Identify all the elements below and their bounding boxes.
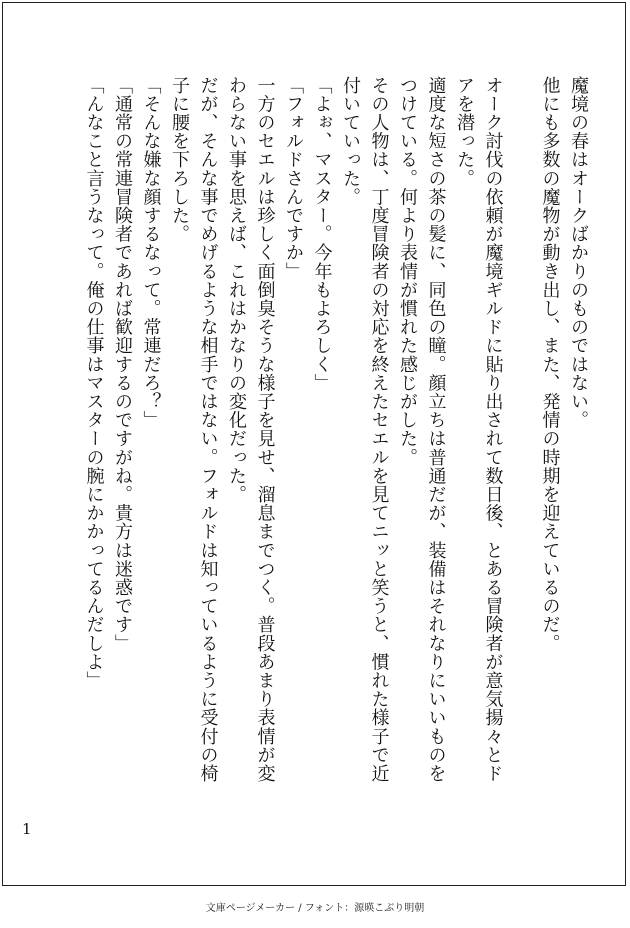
text-line-4: オーク討伐の依頼が魔境ギルドに貼り出されて数日後、とある冒険者が意気揚々とド [482, 76, 504, 783]
text-line-13: わらない事を思えば、これはかなりの変化だった。 [226, 76, 247, 504]
footer-credit: 文庫ページメーカー / フォント：源暎こぶり明朝 [205, 903, 425, 914]
text-line-8: その人物は、丁度冒険者の対応を終えたセエルを見てニッと笑うと、慣れた様子で近 [368, 76, 390, 783]
text-line-18: 「んなこと言うなって。俺の仕事はマスターの腕にかかってるんだしよ」 [83, 76, 105, 690]
text-line-9: 付いていった。 [340, 76, 361, 207]
text-line-17: 「通常の常連冒険者であれば歓迎するのですがね。貴方は迷惑です」 [112, 76, 133, 653]
vertical-text-body [52, 76, 592, 808]
text-line-6: 適度な短さの茶の髪に、同色の瞳。顔立ちは普通だが、装備はそれなりにいいものを [425, 76, 447, 783]
page-number: 1 [22, 820, 32, 838]
text-line-10: 「よぉ、マスター。今年もよろしく」 [311, 76, 333, 393]
text-line-15: 子に腰を下ろした。 [169, 76, 190, 244]
text-line-7: つけている。何より表情が慣れた感じがした。 [397, 76, 418, 467]
text-line-1: 魔境の春はオークばかりのものではない。 [568, 76, 589, 430]
text-line-14: だが、そんな事でめげるような相手ではない。フォルドは知っているように受付の椅 [197, 76, 219, 783]
text-line-11: 「フォルドさんですか」 [283, 76, 304, 281]
text-line-3 [507, 76, 536, 808]
text-line-12: 一方のセエルは珍しく面倒臭そうな様子を見せ、溜息までつく。普段あまり表情が変 [254, 76, 276, 783]
text-line-2: 他にも多数の魔物が動き出し、また、発情の時期を迎えているのだ。 [539, 76, 561, 653]
text-line-16: 「そんな嫌な顔するなって。常連だろ？」 [140, 76, 162, 430]
text-line-5: アを潜った。 [454, 76, 475, 188]
